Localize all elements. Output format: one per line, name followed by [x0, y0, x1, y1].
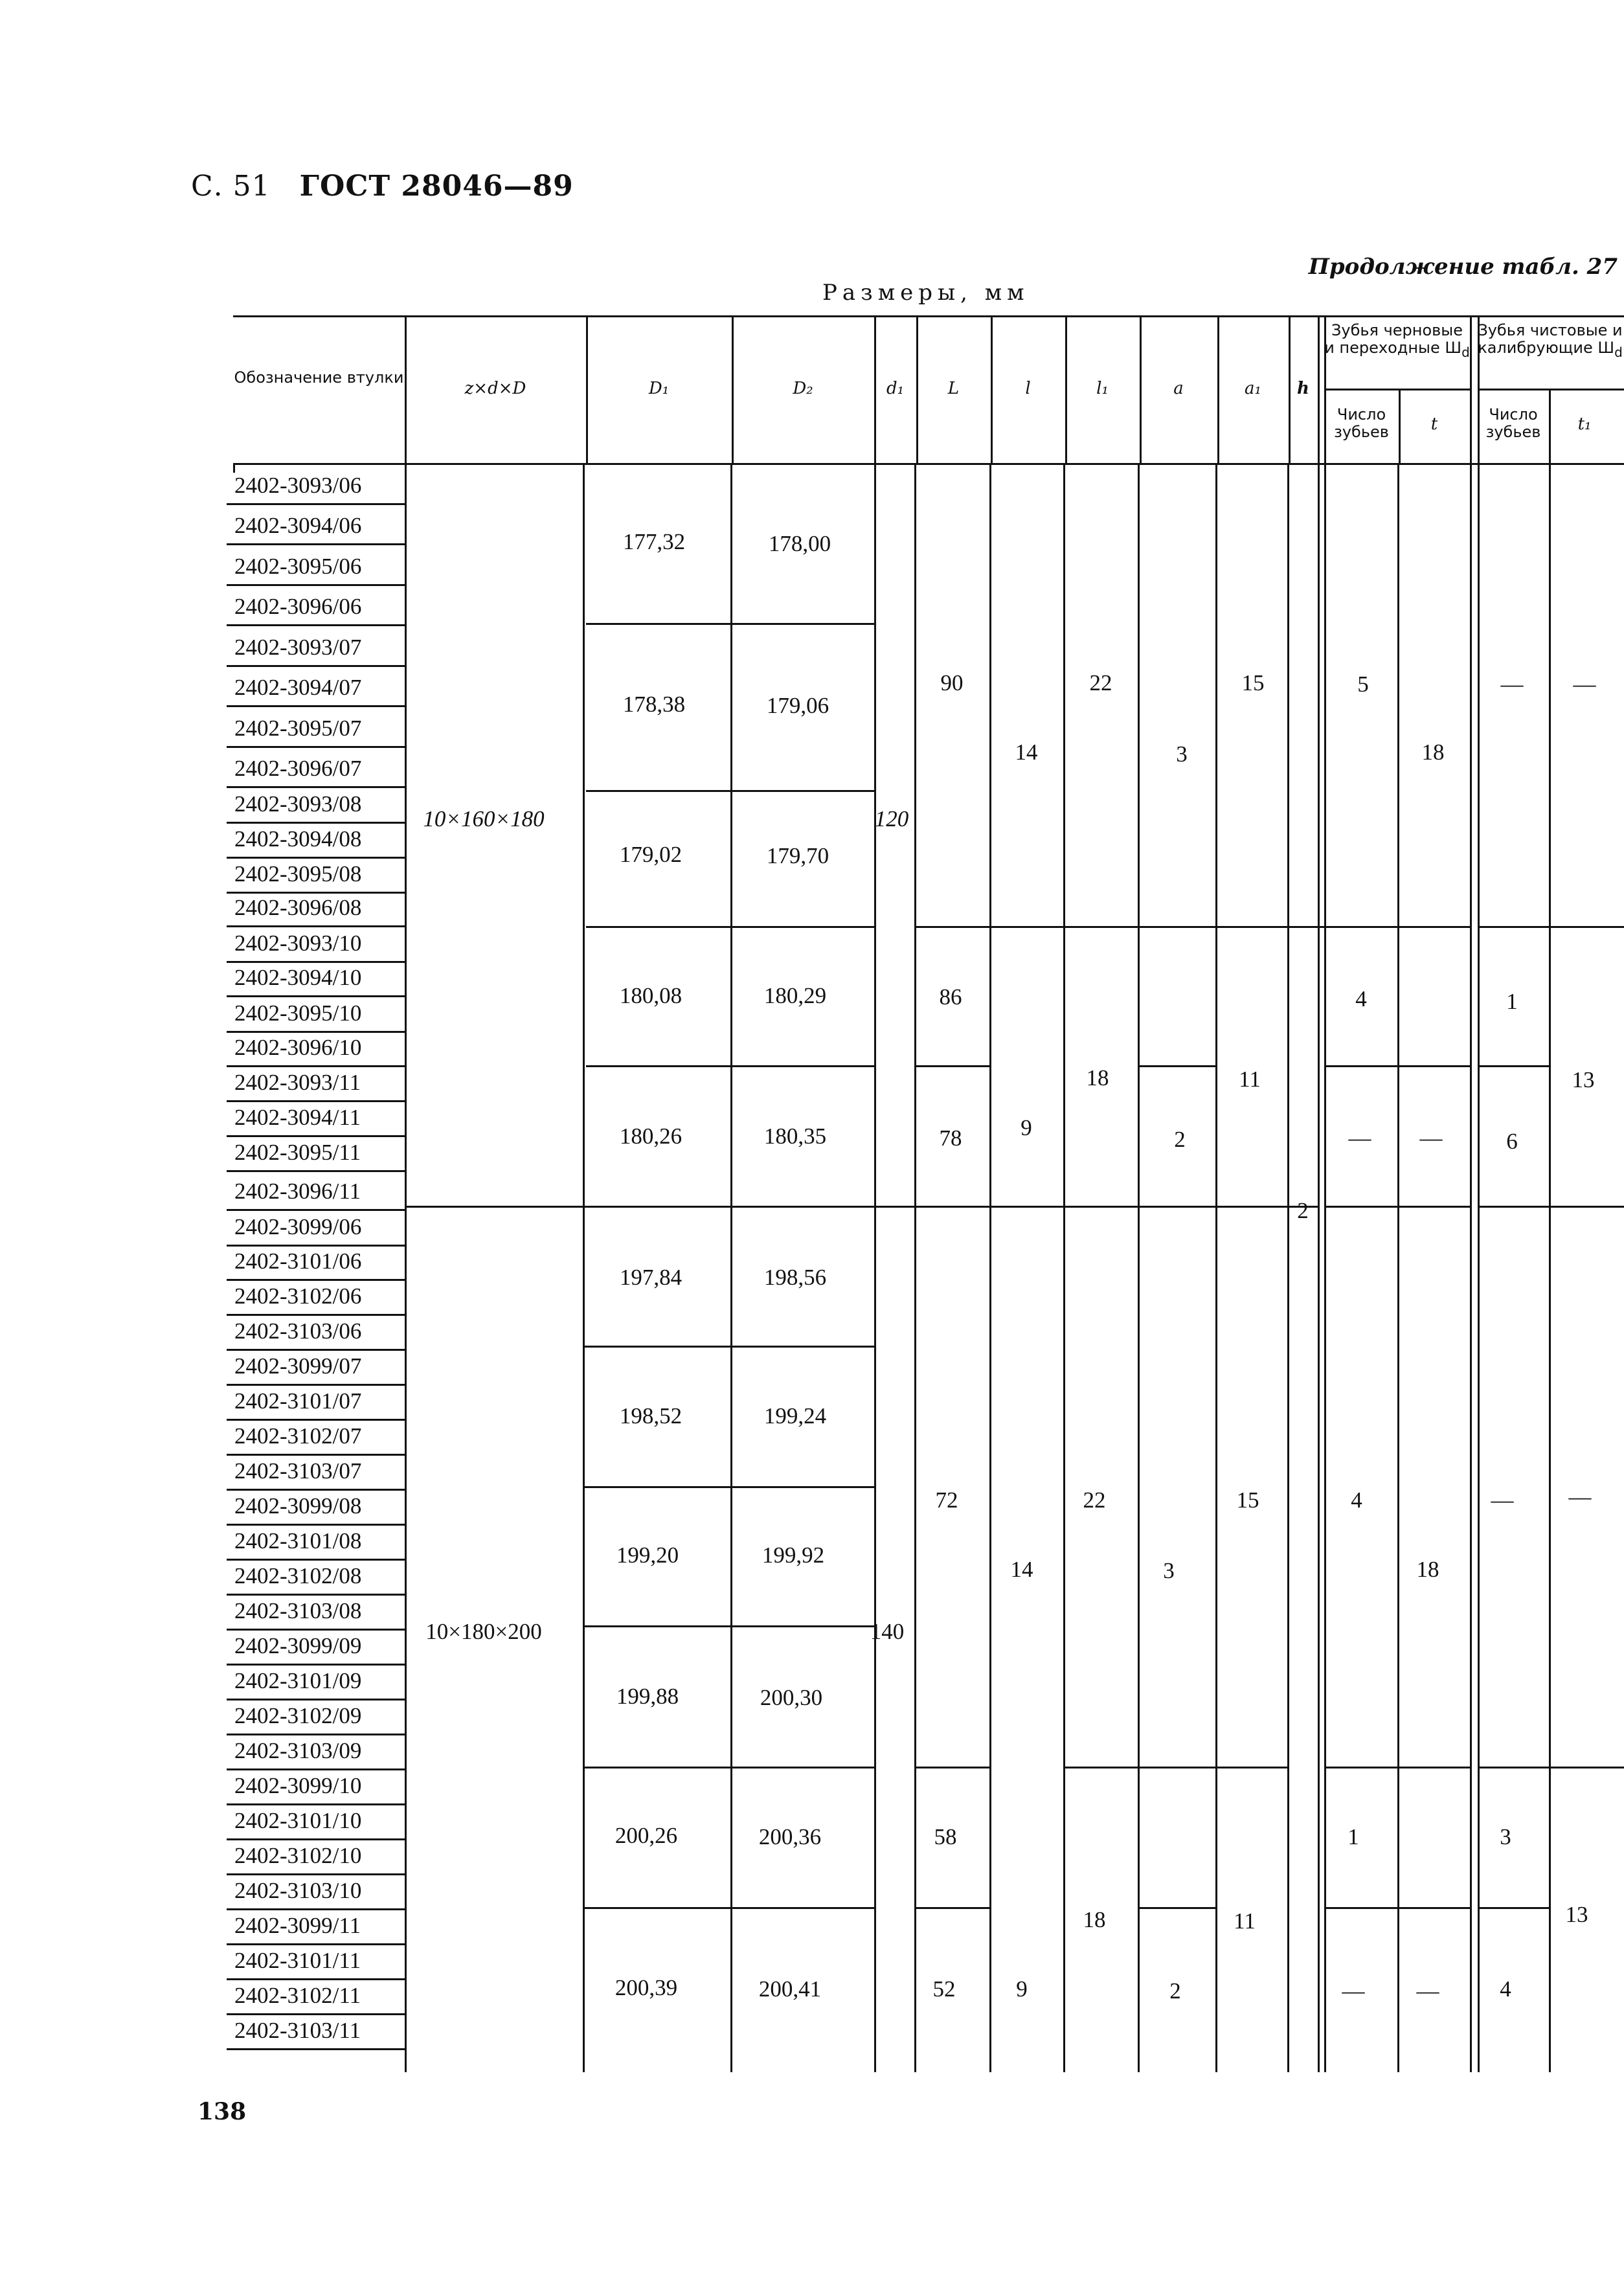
designation-code: 2402-3093/07 [234, 635, 362, 660]
grid-hline [227, 746, 405, 748]
designation-code: 2402-3102/07 [234, 1423, 362, 1449]
standard-title: ГОСТ 28046—89 [299, 170, 574, 203]
grid-hline [227, 822, 405, 824]
designation-code: 2402-3099/10 [234, 1773, 362, 1798]
grid-hline [583, 1346, 874, 1348]
designation-code: 2402-3093/10 [234, 931, 362, 956]
grid-hline [227, 1245, 405, 1247]
grid-hline [1478, 389, 1624, 390]
header-a1: a₁ [1245, 379, 1261, 398]
designation-code: 2402-3096/07 [234, 756, 362, 781]
finish-teeth-value: 6 [1506, 1129, 1518, 1154]
grid-hline [227, 1100, 405, 1102]
grid-hline [227, 1629, 405, 1631]
a1-value: 11 [1234, 1908, 1256, 1934]
grid-hline [227, 1559, 405, 1561]
l1-value: 18 [1083, 1907, 1106, 1932]
grid-hline [227, 1699, 405, 1700]
grid-hline [227, 1943, 405, 1945]
page-number: 138 [197, 2098, 247, 2125]
rough-teeth-value: — [1342, 1978, 1365, 2004]
header-rough-group [1324, 322, 1470, 361]
header-finish-t1: t₁ [1577, 414, 1592, 434]
grid-hline [227, 584, 405, 586]
d2-value: 200,36 [758, 1824, 822, 1849]
d1-value: 199,88 [616, 1684, 679, 1709]
grid-hline [227, 1873, 405, 1875]
grid-vline [1324, 463, 1326, 2072]
grid-hline [227, 624, 405, 626]
designation-code: 2402-3103/10 [234, 1878, 362, 1903]
d2-value: 180,35 [763, 1124, 827, 1149]
designation-code: 2402-3095/11 [234, 1140, 361, 1165]
grid-hline [227, 1209, 405, 1211]
designation-code: 2402-3103/07 [234, 1458, 362, 1484]
grid-vline [1470, 315, 1472, 463]
designation-code: 2402-3093/08 [234, 791, 362, 817]
finish-teeth-value: 1 [1506, 989, 1518, 1014]
page-label: С. 51 [191, 170, 271, 203]
grid-hline [1478, 926, 1624, 928]
grid-hline [227, 665, 405, 667]
header-rough-teeth: Число зубьев [1334, 405, 1389, 441]
d1-value: 179,02 [619, 842, 682, 867]
grid-hline [227, 1664, 405, 1666]
zxdxd-group-2: 10×180×200 [425, 1619, 542, 1644]
grid-hline [227, 1524, 405, 1526]
designation-code: 2402-3094/07 [234, 675, 362, 700]
grid-vline [989, 463, 991, 2072]
grid-hline [914, 1767, 989, 1768]
grid-hline [227, 1734, 405, 1735]
designation-code: 2402-3101/09 [234, 1668, 362, 1693]
grid-hline [227, 1838, 405, 1840]
grid-hline [227, 705, 405, 707]
header-d1-small: d₁ [886, 379, 905, 398]
designation-code: 2402-3095/10 [234, 1000, 362, 1026]
designation-code: 2402-3102/06 [234, 1283, 362, 1309]
grid-hline [227, 1908, 405, 1910]
rough-teeth-value: 5 [1357, 672, 1369, 697]
grid-hline [583, 1625, 874, 1627]
grid-vline [1287, 463, 1289, 2072]
grid-vline [1318, 463, 1320, 2072]
rough-teeth-value: — [1348, 1125, 1371, 1151]
d1-value: 178,38 [622, 692, 686, 717]
d1-group-1: 120 [874, 806, 909, 831]
rough-t-value: 18 [1421, 740, 1445, 765]
a-value: 3 [1176, 741, 1188, 767]
grid-vline [405, 315, 407, 463]
designation-code: 2402-3096/08 [234, 895, 362, 920]
rough-t-value: — [1416, 1978, 1439, 2004]
dimensions-note: Размеры, мм [822, 280, 1030, 306]
grid-hline [233, 315, 1624, 317]
designation-code: 2402-3102/11 [234, 1983, 361, 2008]
l1-value: 22 [1089, 670, 1112, 695]
d1-value: 200,26 [615, 1823, 678, 1848]
grid-hline [1324, 1767, 1470, 1768]
finish-teeth-value: — [1500, 672, 1524, 697]
designation-code: 2402-3099/09 [234, 1633, 362, 1658]
designation-code: 2402-3095/06 [234, 554, 362, 579]
designation-code: 2402-3103/09 [234, 1738, 362, 1763]
d2-value: 179,70 [766, 843, 829, 868]
finish-teeth-value: — [1491, 1487, 1514, 1513]
grid-vline [1478, 463, 1480, 2072]
grid-vline [730, 463, 732, 2072]
designation-code: 2402-3094/08 [234, 826, 362, 852]
rough-teeth-value: 1 [1348, 1824, 1359, 1849]
designation-code: 2402-3101/06 [234, 1248, 362, 1274]
l1-value: 22 [1083, 1487, 1106, 1513]
grid-hline [916, 926, 1470, 928]
designation-code: 2402-3103/06 [234, 1318, 362, 1344]
l-total-value: 52 [932, 1976, 956, 2002]
grid-vline [233, 463, 235, 473]
grid-hline [227, 503, 405, 505]
d2-value: 178,00 [768, 531, 831, 556]
grid-hline [586, 926, 874, 928]
header-d2: D₂ [793, 379, 813, 398]
grid-hline [227, 1349, 405, 1351]
header-a: a [1173, 379, 1184, 398]
grid-vline [914, 463, 916, 2072]
d1-value: 180,08 [619, 983, 682, 1008]
designation-code: 2402-3101/10 [234, 1808, 362, 1833]
header-l-total: L [947, 379, 960, 398]
rough-t-value: — [1419, 1125, 1443, 1151]
designation-code: 2402-3094/10 [234, 965, 362, 990]
designation-code: 2402-3099/07 [234, 1353, 362, 1379]
l-total-value: 78 [939, 1125, 962, 1151]
continuation-label: Продолжение табл. 27 [1308, 254, 1618, 280]
grid-hline [583, 1767, 874, 1768]
d1-value: 197,84 [619, 1265, 682, 1290]
grid-hline [227, 543, 405, 545]
grid-hline [1324, 389, 1470, 390]
l1-value: 18 [1086, 1065, 1109, 1090]
grid-hline [916, 1065, 989, 1067]
d2-value: 198,56 [763, 1265, 827, 1290]
designation-code: 2402-3099/06 [234, 1214, 362, 1239]
designation-code: 2402-3101/08 [234, 1528, 362, 1553]
finish-t1-value: 13 [1572, 1067, 1595, 1092]
grid-hline [1324, 1907, 1470, 1909]
grid-vline [1318, 315, 1320, 463]
grid-vline [405, 463, 407, 2072]
rough-teeth-value: 4 [1351, 1487, 1362, 1513]
grid-hline [227, 961, 405, 963]
designation-code: 2402-3093/11 [234, 1070, 361, 1095]
grid-hline [227, 857, 405, 859]
grid-hline [227, 1031, 405, 1033]
designation-code: 2402-3102/10 [234, 1843, 362, 1868]
grid-vline [1549, 463, 1551, 2072]
header-l: l [1025, 379, 1031, 398]
d1-value: 180,26 [619, 1124, 682, 1149]
grid-hline [1215, 1767, 1287, 1768]
grid-vline [1138, 463, 1140, 2072]
header-rough-t: t [1430, 414, 1438, 434]
grid-vline [1215, 463, 1217, 2072]
l-total-value: 58 [934, 1824, 957, 1849]
grid-hline [583, 1907, 874, 1909]
finish-t1-value: — [1573, 672, 1596, 697]
a1-value: 15 [1241, 670, 1265, 695]
a1-value: 11 [1239, 1067, 1261, 1092]
grid-hline [1478, 1767, 1624, 1768]
grid-hline [227, 1978, 405, 1980]
header-zxdxd: z×d×D [464, 379, 526, 398]
finish-t1-value: — [1568, 1484, 1592, 1509]
d2-value: 199,92 [761, 1542, 825, 1568]
grid-vline [583, 463, 585, 2072]
grid-hline [227, 1768, 405, 1770]
d1-value: 198,52 [619, 1403, 682, 1429]
l-value: 14 [1015, 740, 1038, 765]
l-value: 9 [1021, 1115, 1032, 1140]
grid-hline [227, 892, 405, 894]
grid-hline [914, 1907, 989, 1909]
l-value: 14 [1010, 1557, 1033, 1582]
d2-value: 200,30 [760, 1685, 823, 1710]
grid-hline [227, 1454, 405, 1456]
finish-group-subscript: d [1614, 344, 1623, 360]
grid-hline [227, 1170, 405, 1172]
header-h: h [1297, 379, 1309, 398]
designation-code: 2402-3095/07 [234, 716, 362, 741]
finish-group-label: Зубья чистовые и калибрующие Ш [1478, 321, 1623, 357]
grid-hline [1063, 1767, 1138, 1768]
designation-code: 2402-3102/09 [234, 1703, 362, 1728]
d2-value: 199,24 [763, 1403, 827, 1429]
designation-code: 2402-3102/08 [234, 1563, 362, 1588]
grid-hline [1478, 1907, 1549, 1909]
grid-hline [227, 2013, 405, 2015]
grid-hline [1324, 1206, 1470, 1208]
a1-value: 15 [1236, 1487, 1259, 1513]
grid-vline [1470, 463, 1472, 2072]
finish-teeth-value: 3 [1500, 1824, 1511, 1849]
d1-value: 199,20 [616, 1542, 679, 1568]
designation-code: 2402-3101/11 [234, 1948, 361, 1973]
grid-hline [586, 1065, 874, 1067]
designation-code: 2402-3094/11 [234, 1105, 361, 1130]
grid-hline [227, 1594, 405, 1596]
designation-code: 2402-3101/07 [234, 1388, 362, 1414]
grid-hline [1324, 1065, 1470, 1067]
grid-hline [1138, 1065, 1215, 1067]
grid-hline [227, 2048, 405, 2050]
designation-code: 2402-3096/10 [234, 1035, 362, 1060]
grid-hline [227, 1384, 405, 1386]
d1-group-2: 140 [870, 1619, 905, 1644]
finish-teeth-value: 4 [1500, 1976, 1511, 2002]
designation-code: 2402-3099/08 [234, 1493, 362, 1519]
designation-code: 2402-3099/11 [234, 1913, 361, 1938]
grid-hline [405, 1206, 1318, 1208]
grid-hline [227, 1489, 405, 1491]
designation-code: 2402-3096/06 [234, 594, 362, 619]
l-total-value: 72 [935, 1487, 958, 1513]
header-finish-group [1476, 322, 1624, 361]
grid-hline [233, 463, 1624, 465]
designation-code: 2402-3096/11 [234, 1179, 361, 1204]
header-designation: Обозначение втулки [234, 368, 404, 387]
header-l1: l₁ [1096, 379, 1109, 398]
grid-hline [227, 1065, 405, 1067]
d1-value: 177,32 [622, 529, 686, 554]
l-value: 9 [1016, 1976, 1028, 2002]
designation-code: 2402-3103/08 [234, 1598, 362, 1623]
grid-hline [227, 786, 405, 788]
rough-teeth-value: 4 [1355, 986, 1367, 1011]
grid-hline [1478, 1206, 1624, 1208]
d2-value: 179,06 [766, 693, 829, 718]
designation-code: 2402-3103/11 [234, 2018, 361, 2043]
a-value: 2 [1169, 1978, 1181, 2004]
grid-hline [583, 1486, 874, 1488]
d2-value: 180,29 [763, 983, 827, 1008]
rough-t-value: 18 [1416, 1557, 1439, 1582]
grid-hline [1138, 1907, 1215, 1909]
page-header [191, 170, 574, 203]
designation-code: 2402-3095/08 [234, 861, 362, 887]
d2-value: 200,41 [758, 1976, 822, 2002]
finish-t1-value: 13 [1565, 1902, 1588, 1927]
a-value: 2 [1174, 1127, 1186, 1152]
grid-hline [227, 1135, 405, 1137]
grid-hline [1138, 1767, 1215, 1768]
grid-hline [227, 925, 405, 927]
grid-hline [586, 790, 874, 792]
zxdxd-group-1: 10×160×180 [423, 806, 545, 831]
header-finish-teeth: Число зубьев [1485, 405, 1541, 441]
header-d1: D₁ [648, 379, 670, 398]
a-value: 3 [1163, 1558, 1175, 1583]
h-value: 2 [1297, 1198, 1309, 1223]
l-total-value: 90 [940, 670, 964, 695]
grid-hline [227, 1279, 405, 1281]
designation-code: 2402-3093/06 [234, 473, 362, 498]
grid-hline [227, 1314, 405, 1316]
grid-vline [1397, 463, 1399, 2072]
grid-vline [874, 463, 876, 2072]
grid-hline [586, 623, 874, 625]
grid-vline [1063, 463, 1065, 2072]
d1-value: 200,39 [615, 1975, 678, 2000]
rough-group-label: Зубья черновые и переходные Ш [1324, 321, 1463, 357]
rough-group-subscript: d [1461, 344, 1470, 360]
l-total-value: 86 [939, 984, 962, 1010]
designation-code: 2402-3094/06 [234, 513, 362, 538]
grid-hline [227, 1419, 405, 1421]
grid-hline [227, 1803, 405, 1805]
grid-hline [227, 995, 405, 997]
grid-hline [1478, 1065, 1549, 1067]
